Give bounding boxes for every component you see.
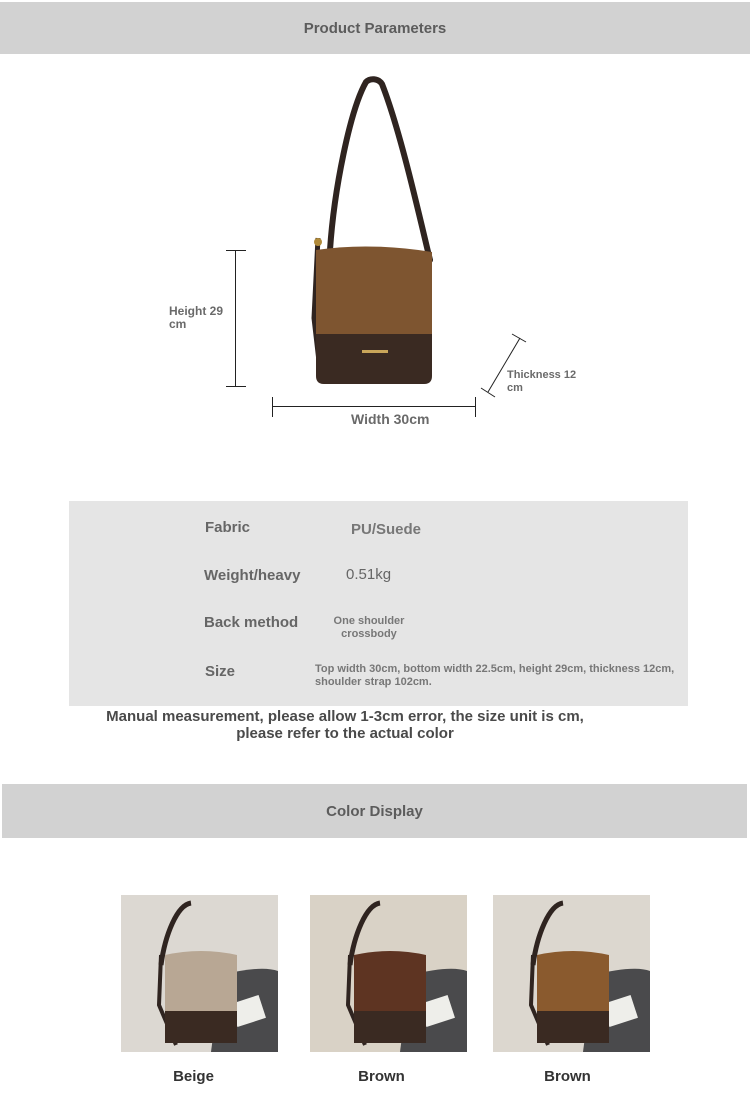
product-parameters-banner — [0, 2, 750, 54]
color-display-banner — [2, 784, 747, 838]
height-line — [235, 250, 236, 387]
color-label-brown-tan: Brown — [544, 1068, 591, 1085]
width-line — [272, 406, 475, 407]
color-label-brown-dark: Brown — [358, 1068, 405, 1085]
spec-value-size: Top width 30cm, bottom width 22.5cm, height 29cm, thickness 12cm, shoulder strap 102cm. — [315, 663, 675, 688]
swatch-bag-image — [310, 895, 467, 1052]
color-label-beige: Beige — [173, 1068, 214, 1085]
banner-title: Product Parameters — [303, 19, 447, 37]
color-swatch-brown-tan[interactable] — [493, 895, 650, 1052]
spec-label-weight: Weight/heavy — [204, 567, 301, 584]
spec-table — [69, 501, 688, 706]
spec-label-fabric: Fabric — [205, 519, 251, 536]
height-cap-top — [226, 250, 246, 251]
width-label: Width 30cm — [351, 411, 430, 427]
color-swatch-brown-dark[interactable] — [310, 895, 467, 1052]
spec-label-back-method: Back method — [204, 614, 299, 631]
spec-label-size: Size — [205, 663, 236, 680]
banner-title: Color Display — [326, 802, 423, 820]
swatch-bag-image — [121, 895, 278, 1052]
spec-value-weight: 0.51kg — [346, 566, 392, 583]
swatch-bag-image — [493, 895, 650, 1052]
thickness-label: Thickness 12 cm — [507, 369, 577, 394]
measurement-note: Manual measurement, please allow 1-3cm error, the size unit is cm, please refer to the actual color — [106, 708, 584, 742]
spec-value-fabric: PU/Suede — [351, 521, 422, 538]
width-cap-right — [475, 397, 476, 417]
height-label: Height 29 cm — [169, 304, 224, 331]
height-cap-bottom — [226, 386, 246, 387]
color-swatch-beige[interactable] — [121, 895, 278, 1052]
product-image — [290, 70, 470, 400]
spec-value-back-method: One shoulder crossbody — [333, 615, 405, 640]
width-cap-left — [272, 397, 273, 417]
